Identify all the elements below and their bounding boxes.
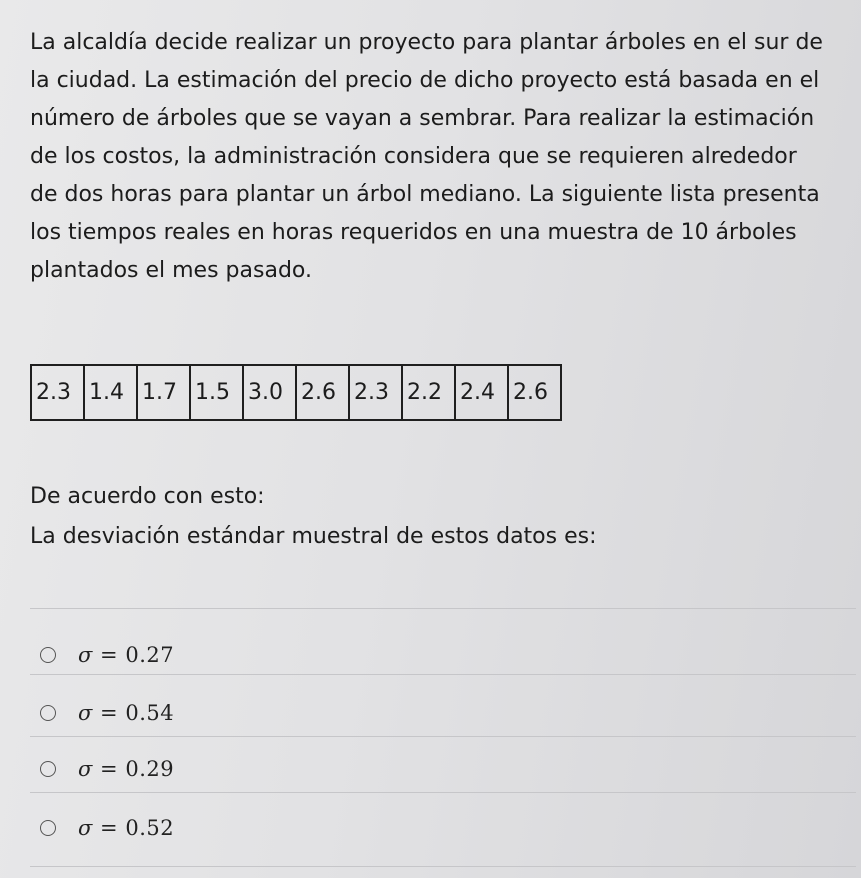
- option-value: 0.54: [125, 701, 175, 725]
- table-cell: 1.4: [84, 365, 137, 420]
- divider: [30, 608, 856, 609]
- radio-button[interactable]: [40, 761, 56, 777]
- table-cell: 3.0: [243, 365, 296, 420]
- equals-sign: =: [100, 757, 119, 781]
- problem-statement: [30, 24, 840, 290]
- option-label: [78, 643, 174, 667]
- divider: [30, 792, 856, 793]
- divider: [30, 866, 856, 867]
- table-cell: 2.3: [31, 365, 84, 420]
- divider: [30, 736, 856, 737]
- problem-line: de los costos, la administración considera que se requieren alrededor: [30, 144, 797, 169]
- equals-sign: =: [100, 701, 119, 725]
- problem-line: la ciudad. La estimación del precio de dicho proyecto está basada en el: [30, 68, 820, 93]
- equals-sign: =: [100, 643, 119, 667]
- option-3[interactable]: [40, 754, 174, 784]
- problem-line: número de árboles que se vayan a sembrar. Para realizar la estimación: [30, 106, 815, 131]
- table-cell: 1.7: [137, 365, 190, 420]
- option-label: [78, 701, 174, 725]
- table-row: [31, 365, 561, 420]
- question-text: La desviación estándar muestral de estos datos es:: [30, 524, 597, 549]
- radio-button[interactable]: [40, 820, 56, 836]
- option-4[interactable]: [40, 813, 174, 843]
- equals-sign: =: [100, 816, 119, 840]
- table-cell: 2.3: [349, 365, 402, 420]
- option-label: [78, 757, 174, 781]
- table-cell: 2.6: [508, 365, 561, 420]
- option-1[interactable]: [40, 640, 174, 670]
- option-value: 0.29: [125, 757, 175, 781]
- radio-button[interactable]: [40, 647, 56, 663]
- problem-line: plantados el mes pasado.: [30, 258, 312, 283]
- data-table: [30, 364, 562, 421]
- problem-line: de dos horas para plantar un árbol mediano. La siguiente lista presenta: [30, 182, 820, 207]
- table-cell: 1.5: [190, 365, 243, 420]
- table-cell: 2.2: [402, 365, 455, 420]
- radio-button[interactable]: [40, 705, 56, 721]
- option-2[interactable]: [40, 698, 174, 728]
- intro-text: De acuerdo con esto:: [30, 484, 265, 509]
- problem-line: La alcaldía decide realizar un proyecto para plantar árboles en el sur de: [30, 30, 823, 55]
- sigma-symbol: σ: [78, 757, 93, 781]
- problem-line: los tiempos reales en horas requeridos en una muestra de 10 árboles: [30, 220, 797, 245]
- option-label: [78, 816, 174, 840]
- table-cell: 2.6: [296, 365, 349, 420]
- divider: [30, 674, 856, 675]
- table-cell: 2.4: [455, 365, 508, 420]
- option-value: 0.52: [125, 816, 175, 840]
- sigma-symbol: σ: [78, 816, 93, 840]
- sigma-symbol: σ: [78, 701, 93, 725]
- option-value: 0.27: [125, 643, 175, 667]
- sigma-symbol: σ: [78, 643, 93, 667]
